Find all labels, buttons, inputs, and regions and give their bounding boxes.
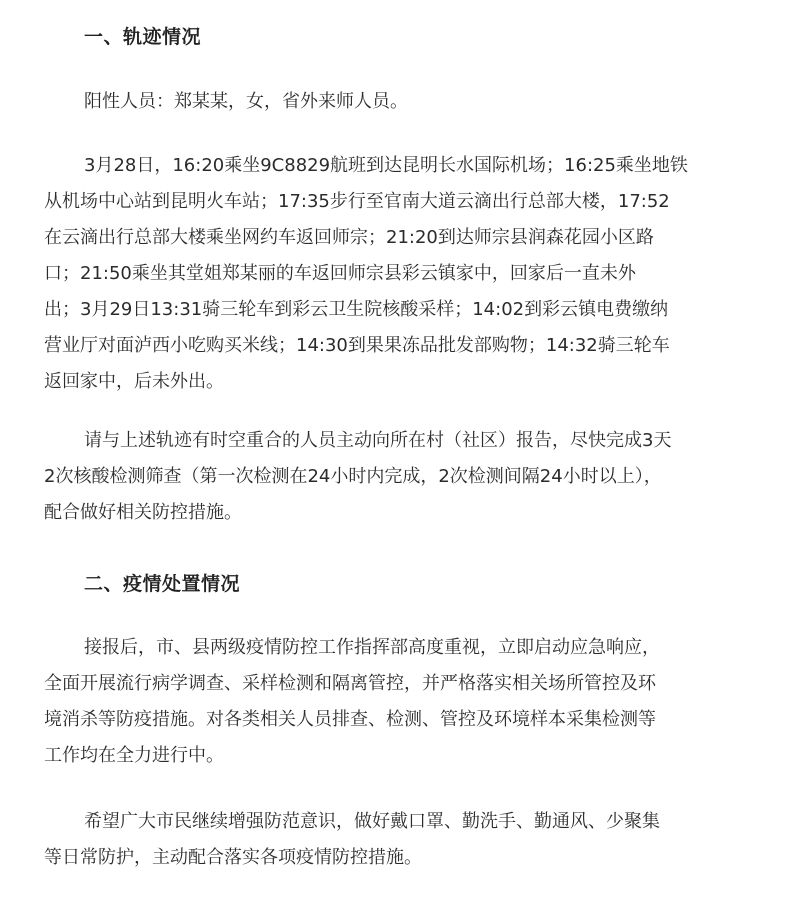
text-line: 全面开展流行病学调查、采样检测和隔离管控，并严格落实相关场所管控及环 — [44, 673, 656, 694]
paragraph-report-request — [44, 423, 774, 531]
text-line: 请与上述轨迹有时空重合的人员主动向所在村（社区）报告，尽快完成3天 — [84, 430, 672, 451]
section-heading-track: 一、轨迹情况 — [84, 26, 202, 48]
text-line: 在云滴出行总部大楼乘坐网约车返回师宗；21:20到达师宗县润森花园小区路 — [44, 227, 654, 248]
text-line: 返回家中，后未外出。 — [44, 371, 224, 392]
text-line: 等日常防护，主动配合落实各项疫情防控措施。 — [44, 847, 422, 868]
text-line: 境消杀等防疫措施。对各类相关人员排查、检测、管控及环境样本采集检测等 — [44, 709, 656, 730]
text-line: 口；21:50乘坐其堂姐郑某丽的车返回师宗县彩云镇家中，回家后一直未外 — [44, 263, 636, 284]
paragraph-response-measures — [44, 630, 774, 774]
text-line: 3月28日，16:20乘坐9C8829航班到达昆明长水国际机场；16:25乘坐地铁 — [84, 155, 688, 176]
text-line: 出；3月29日13:31骑三轮车到彩云卫生院核酸采样；14:02到彩云镇电费缴纳 — [44, 299, 669, 320]
section-heading-response: 二、疫情处置情况 — [84, 573, 241, 595]
paragraph-public-advice — [44, 804, 774, 876]
text-line: 从机场中心站到昆明火车站；17:35步行至官南大道云滴出行总部大楼，17:52 — [44, 191, 670, 212]
paragraph-positive-person — [44, 84, 774, 120]
paragraph-track-detail — [44, 148, 774, 400]
text-line: 工作均在全力进行中。 — [44, 745, 224, 766]
text-line: 营业厅对面泸西小吃购买米线；14:30到果果冻品批发部购物；14:32骑三轮车 — [44, 335, 670, 356]
text-line: 配合做好相关防控措施。 — [44, 502, 242, 523]
text-line: 阳性人员：郑某某，女，省外来师人员。 — [84, 91, 408, 112]
text-line: 接报后，市、县两级疫情防控工作指挥部高度重视，立即启动应急响应， — [84, 637, 660, 658]
text-line: 希望广大市民继续增强防范意识，做好戴口罩、勤洗手、勤通风、少聚集 — [84, 811, 660, 832]
text-line: 2次核酸检测筛查（第一次检测在24小时内完成，2次检测间隔24小时以上）， — [44, 466, 662, 487]
